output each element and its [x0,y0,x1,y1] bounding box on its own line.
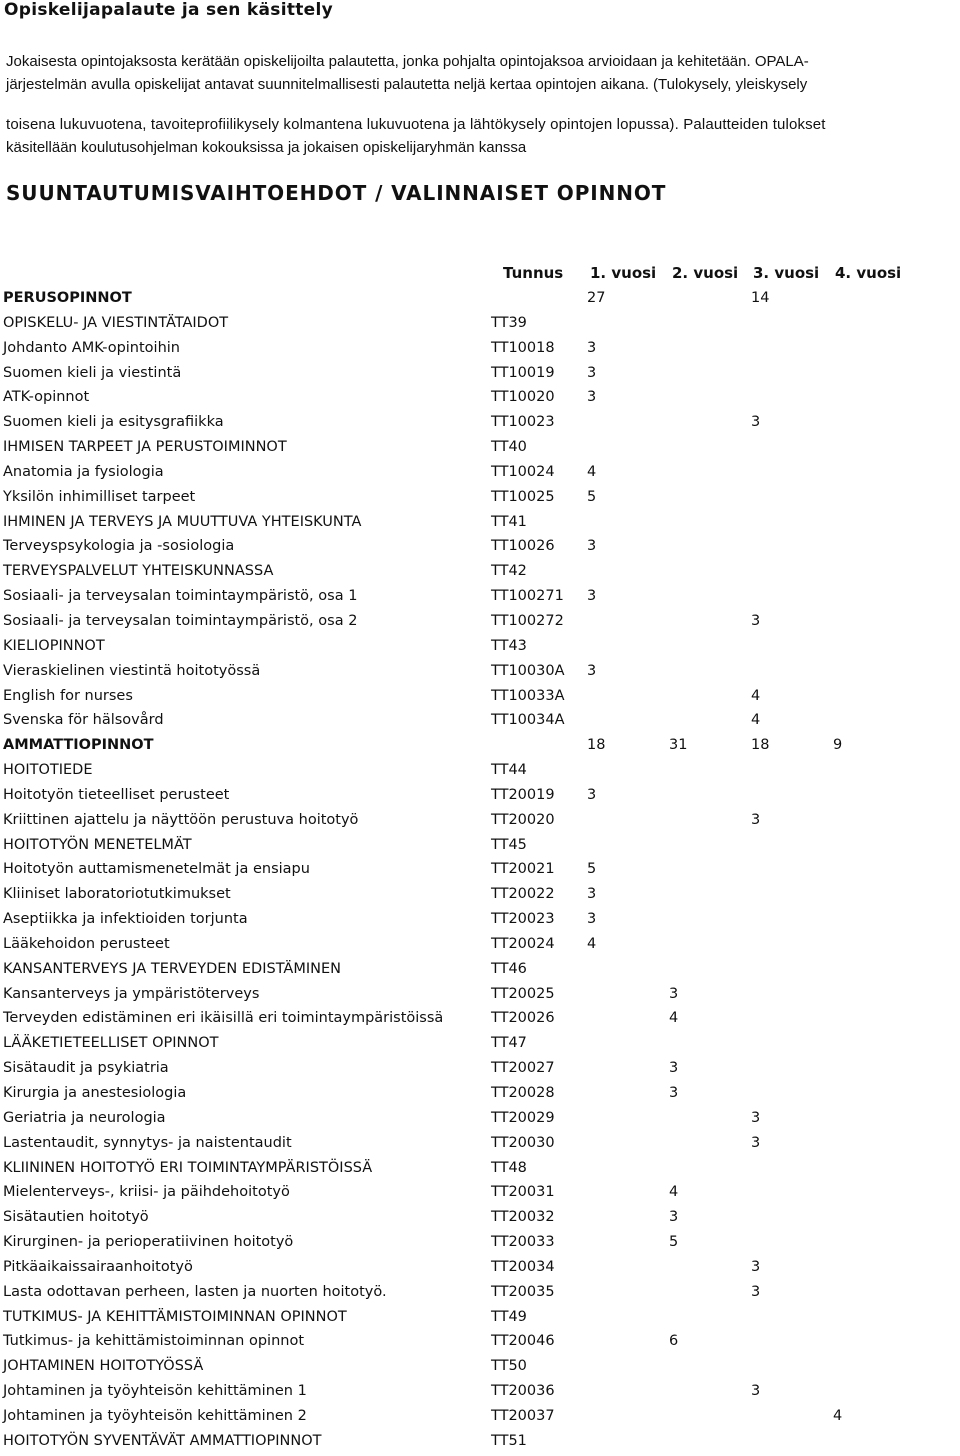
table-row [0,462,960,487]
table-row [0,859,960,884]
table-row [0,909,960,934]
course-name: ATK-opinnot [3,389,90,406]
intro-paragraph-2 [6,113,956,159]
table-row [0,810,960,835]
year-2-credits: 3 [669,1209,679,1226]
course-name: KIELIOPINNOT [3,637,105,654]
year-2-credits: 5 [669,1234,679,1251]
table-row [0,760,960,785]
year-1-credits: 4 [587,935,597,952]
course-code: TT51 [491,1432,527,1449]
course-name: Aseptiikka ja infektioiden torjunta [3,911,248,928]
table-row [0,1158,960,1183]
table-row [0,1033,960,1058]
course-name: Johtaminen ja työyhteisön kehittäminen 2 [3,1407,307,1424]
intro-line: Jokaisesta opintojaksosta kerätään opiskelijoilta palautetta, jonka pohjalta opintojaksoa arvioidaan ja kehitetään. OPALA- [6,53,809,70]
course-name: Kliiniset laboratoriotutkimukset [3,886,231,903]
table-row [0,835,960,860]
table-row [0,785,960,810]
year-1-credits: 3 [587,911,597,928]
course-name: Vieraskielinen viestintä hoitotyössä [3,662,261,679]
course-name: Suomen kieli ja esitysgrafiikka [3,414,224,431]
course-code: TT20022 [491,886,555,903]
course-code: TT40 [491,439,527,456]
year-2-credits: 6 [669,1333,679,1350]
column-header-year-1: 1. vuosi [590,264,657,282]
table-row [0,1232,960,1257]
year-1-credits: 3 [587,339,597,356]
course-name: LÄÄKETIETEELLISET OPINNOT [3,1035,219,1052]
course-code: TT44 [491,762,527,779]
table-row [0,1207,960,1232]
course-name: JOHTAMINEN HOITOTYÖSSÄ [3,1358,204,1375]
year-1-credits: 4 [587,463,597,480]
course-name: Geriatria ja neurologia [3,1109,166,1126]
course-code: TT20030 [491,1134,555,1151]
column-header-code: Tunnus [503,264,564,282]
course-code: TT50 [491,1358,527,1375]
course-name: Anatomia ja fysiologia [3,463,164,480]
course-code: TT20019 [491,786,555,803]
course-code: TT20046 [491,1333,555,1350]
table-row [0,636,960,661]
course-code: TT48 [491,1159,527,1176]
year-3-credits: 18 [751,737,770,754]
table-row [0,661,960,686]
course-code: TT20031 [491,1184,555,1201]
course-name: Suomen kieli ja viestintä [3,364,182,381]
course-code: TT100271 [491,588,564,605]
table-row [0,412,960,437]
course-code: TT20037 [491,1407,555,1424]
year-1-credits: 3 [587,389,597,406]
course-code: TT20035 [491,1283,555,1300]
table-row [0,1133,960,1158]
course-code: TT47 [491,1035,527,1052]
course-name: IHMISEN TARPEET JA PERUSTOIMINNOT [3,439,287,456]
course-code: TT20025 [491,985,555,1002]
course-code: TT10020 [491,389,555,406]
table-row [0,586,960,611]
course-code: TT10034A [491,712,565,729]
table-row [0,611,960,636]
course-name: Sisätautien hoitotyö [3,1209,149,1226]
course-code: TT10023 [491,414,555,431]
table-row [0,1182,960,1207]
course-name: Pitkäaikaissairaanhoitotyö [3,1258,193,1275]
course-name: KANSANTERVEYS JA TERVEYDEN EDISTÄMINEN [3,960,341,977]
course-name: Johtaminen ja työyhteisön kehittäminen 1 [3,1383,307,1400]
table-row [0,313,960,338]
year-3-credits: 3 [751,612,761,629]
course-name: HOITOTYÖN MENETELMÄT [3,836,192,853]
course-name: HOITOTYÖN SYVENTÄVÄT AMMATTIOPINNOT [3,1432,322,1449]
course-name: PERUSOPINNOT [3,290,132,306]
course-code: TT46 [491,960,527,977]
course-name: Lastentaudit, synnytys- ja naistentaudit [3,1134,292,1151]
table-row [0,536,960,561]
course-name: KLIININEN HOITOTYÖ ERI TOIMINTAYMPÄRISTÖISSÄ [3,1159,373,1176]
table-row [0,1058,960,1083]
course-code: TT20021 [491,861,555,878]
course-name: TERVEYSPALVELUT YHTEISKUNNASSA [3,563,274,580]
table-row [0,686,960,711]
year-3-credits: 3 [751,1283,761,1300]
table-row [0,1307,960,1332]
table-row [0,288,960,313]
page-title: Opiskelijapalaute ja sen käsittely [4,0,334,20]
course-name: Kansanterveys ja ympäristöterveys [3,985,260,1002]
year-2-credits: 3 [669,985,679,1002]
year-4-credits: 4 [833,1407,843,1424]
course-name: Terveyspsykologia ja -sosiologia [3,538,235,555]
table-row [0,735,960,760]
year-3-credits: 3 [751,811,761,828]
year-3-credits: 14 [751,290,770,306]
course-table [0,288,960,1456]
course-code: TT20020 [491,811,555,828]
course-name: IHMINEN JA TERVEYS JA MUUTTUVA YHTEISKUNTA [3,513,362,530]
year-2-credits: 4 [669,1184,679,1201]
table-row [0,338,960,363]
course-code: TT10026 [491,538,555,555]
table-row [0,1257,960,1282]
course-name: Johdanto AMK-opintoihin [3,339,180,356]
course-name: Sosiaali- ja terveysalan toimintaympäristö, osa 1 [3,588,358,605]
table-row [0,561,960,586]
course-code: TT39 [491,314,527,331]
course-code: TT10024 [491,463,555,480]
year-1-credits: 3 [587,588,597,605]
table-row [0,1282,960,1307]
year-1-credits: 3 [587,886,597,903]
course-code: TT20023 [491,911,555,928]
year-3-credits: 3 [751,1109,761,1126]
course-name: Lääkehoidon perusteet [3,935,170,952]
year-1-credits: 18 [587,737,606,754]
course-name: Svenska för hälsovård [3,712,164,729]
year-1-credits: 3 [587,662,597,679]
course-name: HOITOTIEDE [3,762,93,779]
course-code: TT45 [491,836,527,853]
course-name: Hoitotyön auttamismenetelmät ja ensiapu [3,861,310,878]
table-row [0,984,960,1009]
year-3-credits: 4 [751,712,761,729]
course-name: English for nurses [3,687,133,704]
course-name: Kirurgia ja anestesiologia [3,1085,187,1101]
course-name: Hoitotyön tieteelliset perusteet [3,786,230,803]
table-row [0,1381,960,1406]
course-name: TUTKIMUS- JA KEHITTÄMISTOIMINNAN OPINNOT [3,1308,347,1325]
course-code: TT49 [491,1308,527,1325]
year-1-credits: 5 [587,861,597,878]
course-code: TT20026 [491,1010,555,1027]
table-row [0,387,960,412]
table-row [0,487,960,512]
column-header-year-2: 2. vuosi [672,264,739,282]
year-2-credits: 3 [669,1085,679,1101]
course-code: TT20034 [491,1258,555,1275]
course-code: TT10025 [491,488,555,505]
year-3-credits: 3 [751,1134,761,1151]
intro-paragraph-1 [6,50,956,96]
table-row [0,1008,960,1033]
course-name: Sisätaudit ja psykiatria [3,1060,169,1077]
intro-line: käsitellään koulutusohjelman kokouksissa ja jokaisen opiskelijaryhmän kanssa [6,139,527,156]
year-1-credits: 5 [587,488,597,505]
course-code: TT10030A [491,662,565,679]
year-4-credits: 9 [833,737,843,754]
table-row [0,1431,960,1456]
year-3-credits: 4 [751,687,761,704]
course-name: Kirurginen- ja perioperatiivinen hoitotyö [3,1234,294,1251]
table-row [0,959,960,984]
course-code: TT100272 [491,612,564,629]
year-1-credits: 3 [587,786,597,803]
course-code: TT20028 [491,1085,555,1101]
course-name: Yksilön inhimilliset tarpeet [3,488,196,505]
column-header-year-3: 3. vuosi [753,264,820,282]
table-row [0,934,960,959]
table-row [0,363,960,388]
course-name: Lasta odottavan perheen, lasten ja nuorten hoitotyö. [3,1283,387,1300]
table-row [0,1083,960,1108]
course-code: TT20029 [491,1109,555,1126]
year-3-credits: 3 [751,1383,761,1400]
table-row [0,710,960,735]
table-row [0,884,960,909]
year-3-credits: 3 [751,414,761,431]
table-row [0,437,960,462]
course-name: Tutkimus- ja kehittämistoiminnan opinnot [3,1333,305,1350]
course-code: TT20032 [491,1209,555,1226]
table-row [0,512,960,537]
intro-line: toisena lukuvuotena, tavoiteprofiilikysely kolmantena lukuvuotena ja lähtökysely opintojen lopussa). Palautteiden tulokset [6,116,826,133]
course-name: Sosiaali- ja terveysalan toimintaympäristö, osa 2 [3,612,358,629]
course-code: TT20024 [491,935,555,952]
course-name: Terveyden edistäminen eri ikäisillä eri toimintaympäristöissä [3,1010,444,1027]
course-code: TT41 [491,513,527,530]
table-row [0,1331,960,1356]
intro-line: järjestelmän avulla opiskelijat antavat suunnitelmallisesti palautetta neljä kertaa opintojen aikana. (Tulokysely, yleiskysely [6,76,808,93]
course-code: TT20033 [491,1234,555,1251]
course-name: OPISKELU- JA VIESTINTÄTAIDOT [3,314,229,331]
year-1-credits: 3 [587,364,597,381]
year-1-credits: 3 [587,538,597,555]
course-code: TT20036 [491,1383,555,1400]
year-3-credits: 3 [751,1258,761,1275]
year-2-credits: 31 [669,737,688,754]
column-header-year-4: 4. vuosi [835,264,902,282]
table-row [0,1356,960,1381]
course-name: AMMATTIOPINNOT [3,737,154,754]
course-code: TT10033A [491,687,565,704]
year-1-credits: 27 [587,290,606,306]
course-code: TT10019 [491,364,555,381]
course-code: TT42 [491,563,527,580]
table-row [0,1108,960,1133]
year-2-credits: 4 [669,1010,679,1027]
course-code: TT10018 [491,339,555,356]
course-code: TT20027 [491,1060,555,1077]
year-2-credits: 3 [669,1060,679,1077]
course-name: Kriittinen ajattelu ja näyttöön perustuva hoitotyö [3,811,359,828]
table-row [0,1406,960,1431]
course-name: Mielenterveys-, kriisi- ja päihdehoitotyö [3,1184,290,1201]
course-code: TT43 [491,637,527,654]
section-heading: SUUNTAUTUMISVAIHTOEHDOT / VALINNAISET OPINNOT [6,181,667,205]
